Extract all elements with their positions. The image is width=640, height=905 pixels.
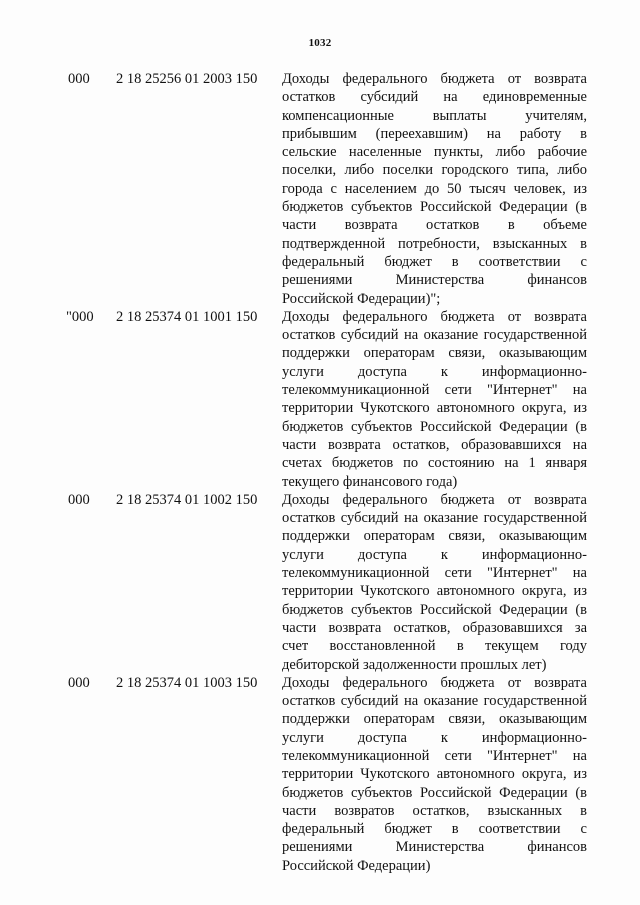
description-line: поддержки операторам связи, оказывающим [282,345,587,362]
description-line: Российской Федерации) [282,857,431,874]
description-line: федеральный бюджет в соответствии с [282,821,587,838]
description-line: территории Чукотского автономного округа, из [282,400,587,417]
description-line: части возвратов остатков, взысканных в [282,802,587,819]
description-line: прибывшим (переехавшим) на работу в [282,125,587,142]
table-row [0,308,640,491]
revenue-description [282,308,587,491]
revenue-description [282,70,587,308]
page-number: 1032 [308,37,332,49]
revenue-code: 2 18 25374 01 1002 150 [116,491,258,508]
revenue-code: 2 18 25256 01 2003 150 [116,71,258,87]
description-line: текущего финансового года) [282,473,458,490]
description-line: дебиторской задолженности прошлых лет) [282,656,547,673]
admin-code: "000 [66,308,94,325]
description-line: счетах бюджетов по состоянию на 1 января [282,455,587,472]
description-line: федеральный бюджет в соответствии с [282,253,587,270]
description-line: остатков субсидий на оказание государственной [282,693,587,710]
description-line: телекоммуникационной сети "Интернет" на [282,565,587,582]
description-line: бюджетов субъектов Российской Федерации (в [282,199,587,216]
description-line: телекоммуникационной сети "Интернет" на [282,382,587,399]
description-line: Российской Федерации)"; [282,290,441,307]
description-line: поддержки операторам связи, оказывающим [282,711,587,728]
description-line: Доходы федерального бюджета от возврата [282,308,587,325]
description-line: территории Чукотского автономного округа, из [282,583,587,600]
description-line: счет восстановленной в текущем году [282,638,587,655]
description-line: услуги доступа к информационно- [282,363,587,380]
description-line: территории Чукотского автономного округа, из [282,766,587,783]
revenue-description [282,491,587,674]
description-line: решениями Министерства финансов [282,272,587,289]
description-line: остатков субсидий на единовременные [282,89,587,106]
admin-code: 000 [68,71,90,87]
description-line: поселки, либо поселки городского типа, либо [282,162,587,179]
description-line: компенсационные выплаты учителям, [282,107,587,124]
description-line: части возврата остатков, образовавшихся за [282,619,587,636]
description-line: решениями Министерства финансов [282,839,587,856]
table-row [0,70,640,308]
description-line: Доходы федерального бюджета от возврата [282,491,587,508]
description-line: остатков субсидий на оказание государственной [282,327,587,344]
description-line: услуги доступа к информационно- [282,546,587,563]
admin-code: 000 [68,674,90,691]
table-row [0,491,640,674]
description-line: бюджетов субъектов Российской Федерации (в [282,784,587,801]
description-line: услуги доступа к информационно- [282,729,587,746]
description-line: поддержки операторам связи, оказывающим [282,528,587,545]
budget-code-table [0,70,640,875]
description-line: Доходы федерального бюджета от возврата [282,71,587,87]
description-line: части возврата остатков в объеме [282,217,587,234]
description-line: телекоммуникационной сети "Интернет" на [282,747,587,764]
description-line: города с населением до 50 тысяч человек, из [282,180,587,197]
table-row [0,674,640,875]
description-line: остатков субсидий на оказание государственной [282,510,587,527]
description-line: сельские населенные пункты, либо рабочие [282,144,587,161]
description-line: подтвержденной потребности, взысканных в [282,235,587,252]
revenue-code: 2 18 25374 01 1003 150 [116,674,258,691]
description-line: Доходы федерального бюджета от возврата [282,674,587,691]
description-line: части возврата остатков, образовавшихся на [282,436,587,453]
admin-code: 000 [68,491,90,508]
description-line: бюджетов субъектов Российской Федерации (в [282,601,587,618]
revenue-description [282,674,587,875]
description-line: бюджетов субъектов Российской Федерации (в [282,418,587,435]
revenue-code: 2 18 25374 01 1001 150 [116,308,258,325]
